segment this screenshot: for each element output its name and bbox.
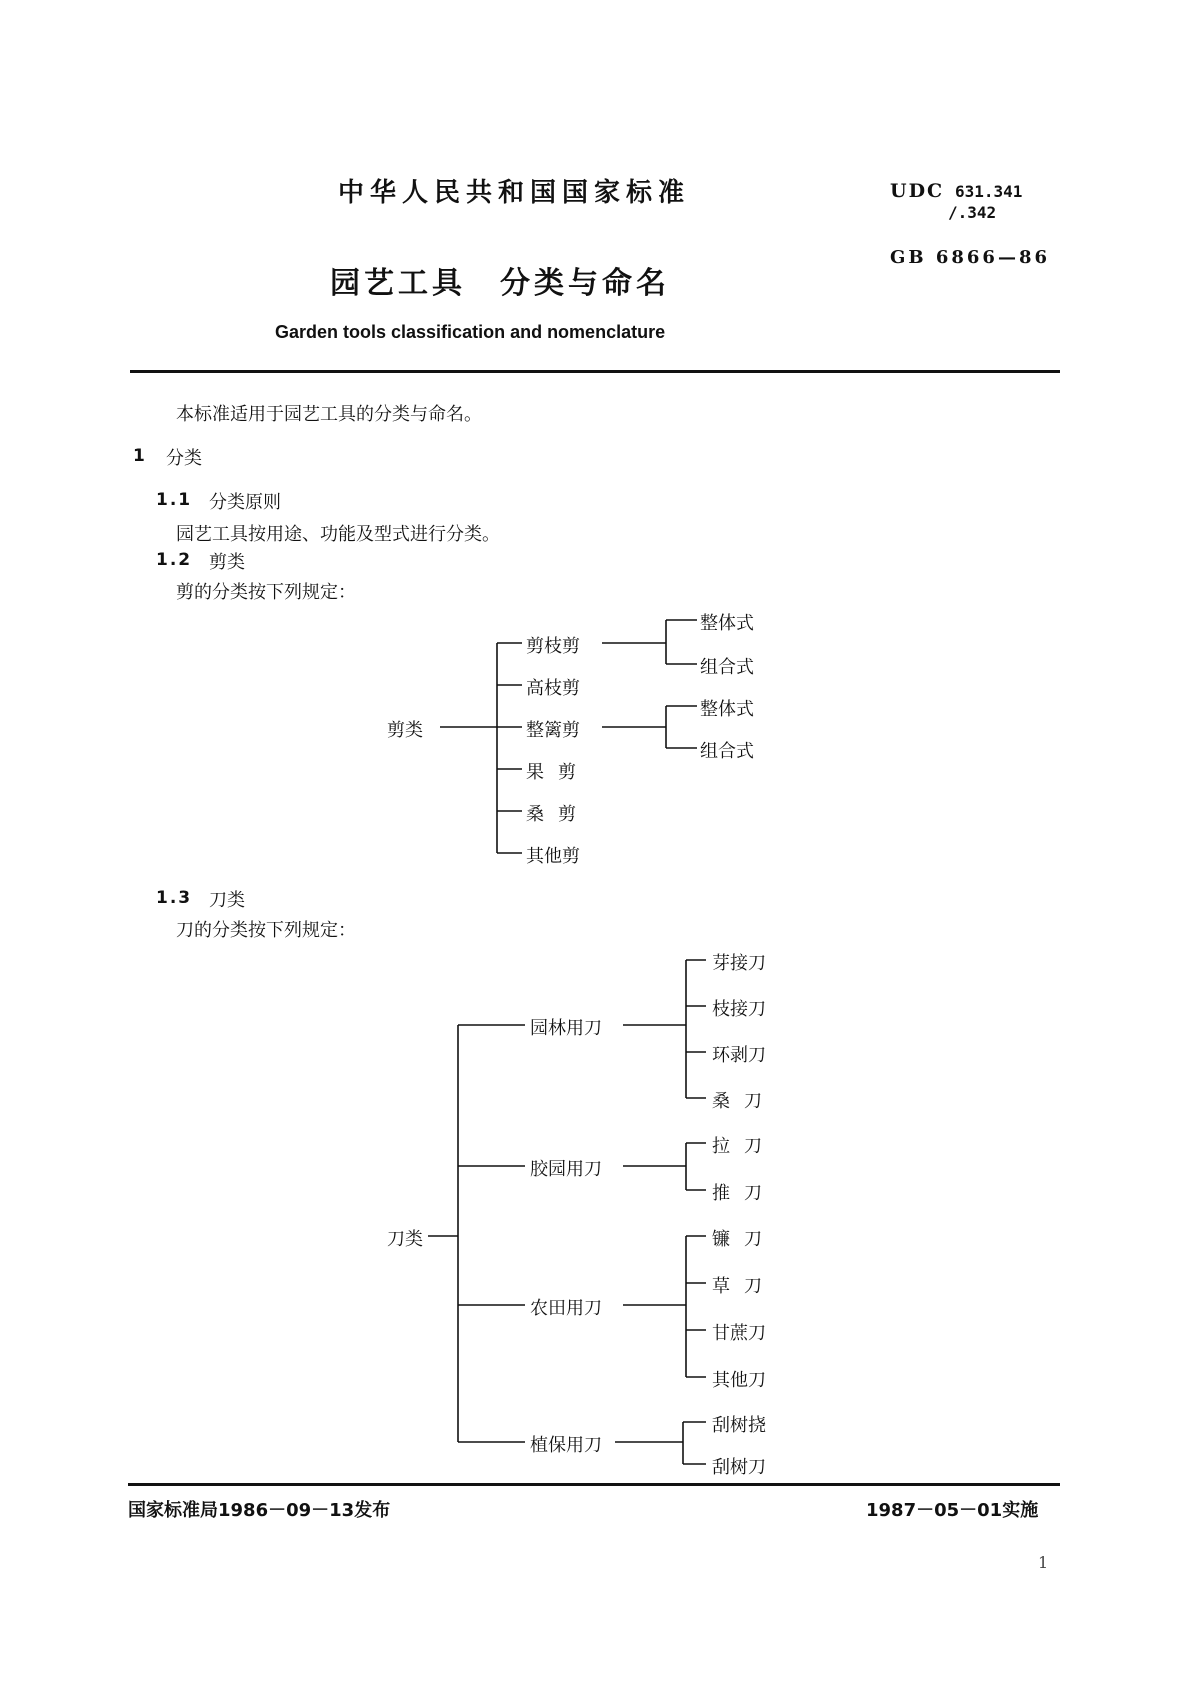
section-1-title: 分类 — [166, 448, 202, 469]
section-1-3-text: 刀的分类按下列规定： — [176, 920, 356, 941]
shears-item: 桑剪 — [526, 804, 590, 825]
document-title-english: Garden tools classification and nomenclature — [275, 322, 666, 342]
shears-subitem: 整体式 — [700, 699, 754, 720]
udc-code-line1: 631.341 — [955, 182, 1023, 201]
effective-date: 1987－05－01实施 — [866, 1500, 1039, 1521]
knives-item: 农田用刀 — [530, 1298, 602, 1319]
shears-subitem: 组合式 — [700, 657, 754, 678]
section-1-2-title: 剪类 — [209, 552, 245, 573]
knives-subitem: 环剥刀 — [712, 1045, 766, 1066]
section-1-1-number: 1.1 — [156, 490, 193, 510]
section-1-2-number: 1.2 — [156, 550, 193, 570]
issue-date: 国家标准局1986－09－13发布 — [128, 1500, 391, 1521]
knives-subitem: 拉刀 — [712, 1136, 776, 1157]
knives-subitem: 芽接刀 — [712, 953, 766, 974]
footer-rule — [128, 1483, 1060, 1486]
shears-item: 整篱剪 — [526, 720, 580, 741]
knives-root: 刀类 — [387, 1229, 423, 1250]
shears-root: 剪类 — [387, 720, 423, 741]
page-number: 1 — [1038, 1553, 1049, 1572]
knives-item: 胶园用刀 — [530, 1159, 602, 1180]
section-1-3-number: 1.3 — [156, 888, 193, 908]
knives-subitem: 刮树刀 — [712, 1457, 766, 1478]
knives-subitem: 草刀 — [712, 1276, 776, 1297]
knives-subitem: 刮树挠 — [712, 1415, 766, 1436]
knives-subitem: 其他刀 — [712, 1370, 766, 1391]
udc-code-line2: /.342 — [948, 203, 997, 222]
section-1-1-title: 分类原则 — [209, 492, 281, 513]
document-title: 园艺工具 分类与命名 — [330, 266, 670, 301]
udc-label: UDC — [890, 180, 945, 202]
knives-item: 植保用刀 — [530, 1435, 602, 1456]
section-1-2-text: 剪的分类按下列规定： — [176, 582, 356, 603]
shears-item: 果剪 — [526, 762, 590, 783]
shears-item: 高枝剪 — [526, 678, 580, 699]
gb-code: GB 6866—86 — [890, 247, 1050, 268]
knives-subitem: 桑刀 — [712, 1091, 776, 1112]
knives-subitem: 推刀 — [712, 1183, 776, 1204]
section-1-3-title: 刀类 — [209, 890, 245, 911]
section-1-number: 1 — [133, 446, 147, 466]
standard-heading: 中华人民共和国国家标准 — [338, 178, 691, 208]
knives-item: 园林用刀 — [530, 1018, 602, 1039]
shears-subitem: 组合式 — [700, 741, 754, 762]
knives-subitem: 甘蔗刀 — [712, 1323, 766, 1344]
section-1-1-text: 园艺工具按用途、功能及型式进行分类。 — [176, 524, 500, 545]
intro-paragraph: 本标准适用于园艺工具的分类与命名。 — [176, 404, 482, 425]
shears-item: 其他剪 — [526, 846, 580, 867]
shears-item: 剪枝剪 — [526, 636, 580, 657]
shears-subitem: 整体式 — [700, 613, 754, 634]
knives-subitem: 枝接刀 — [712, 999, 766, 1020]
knives-subitem: 镰刀 — [712, 1229, 776, 1250]
